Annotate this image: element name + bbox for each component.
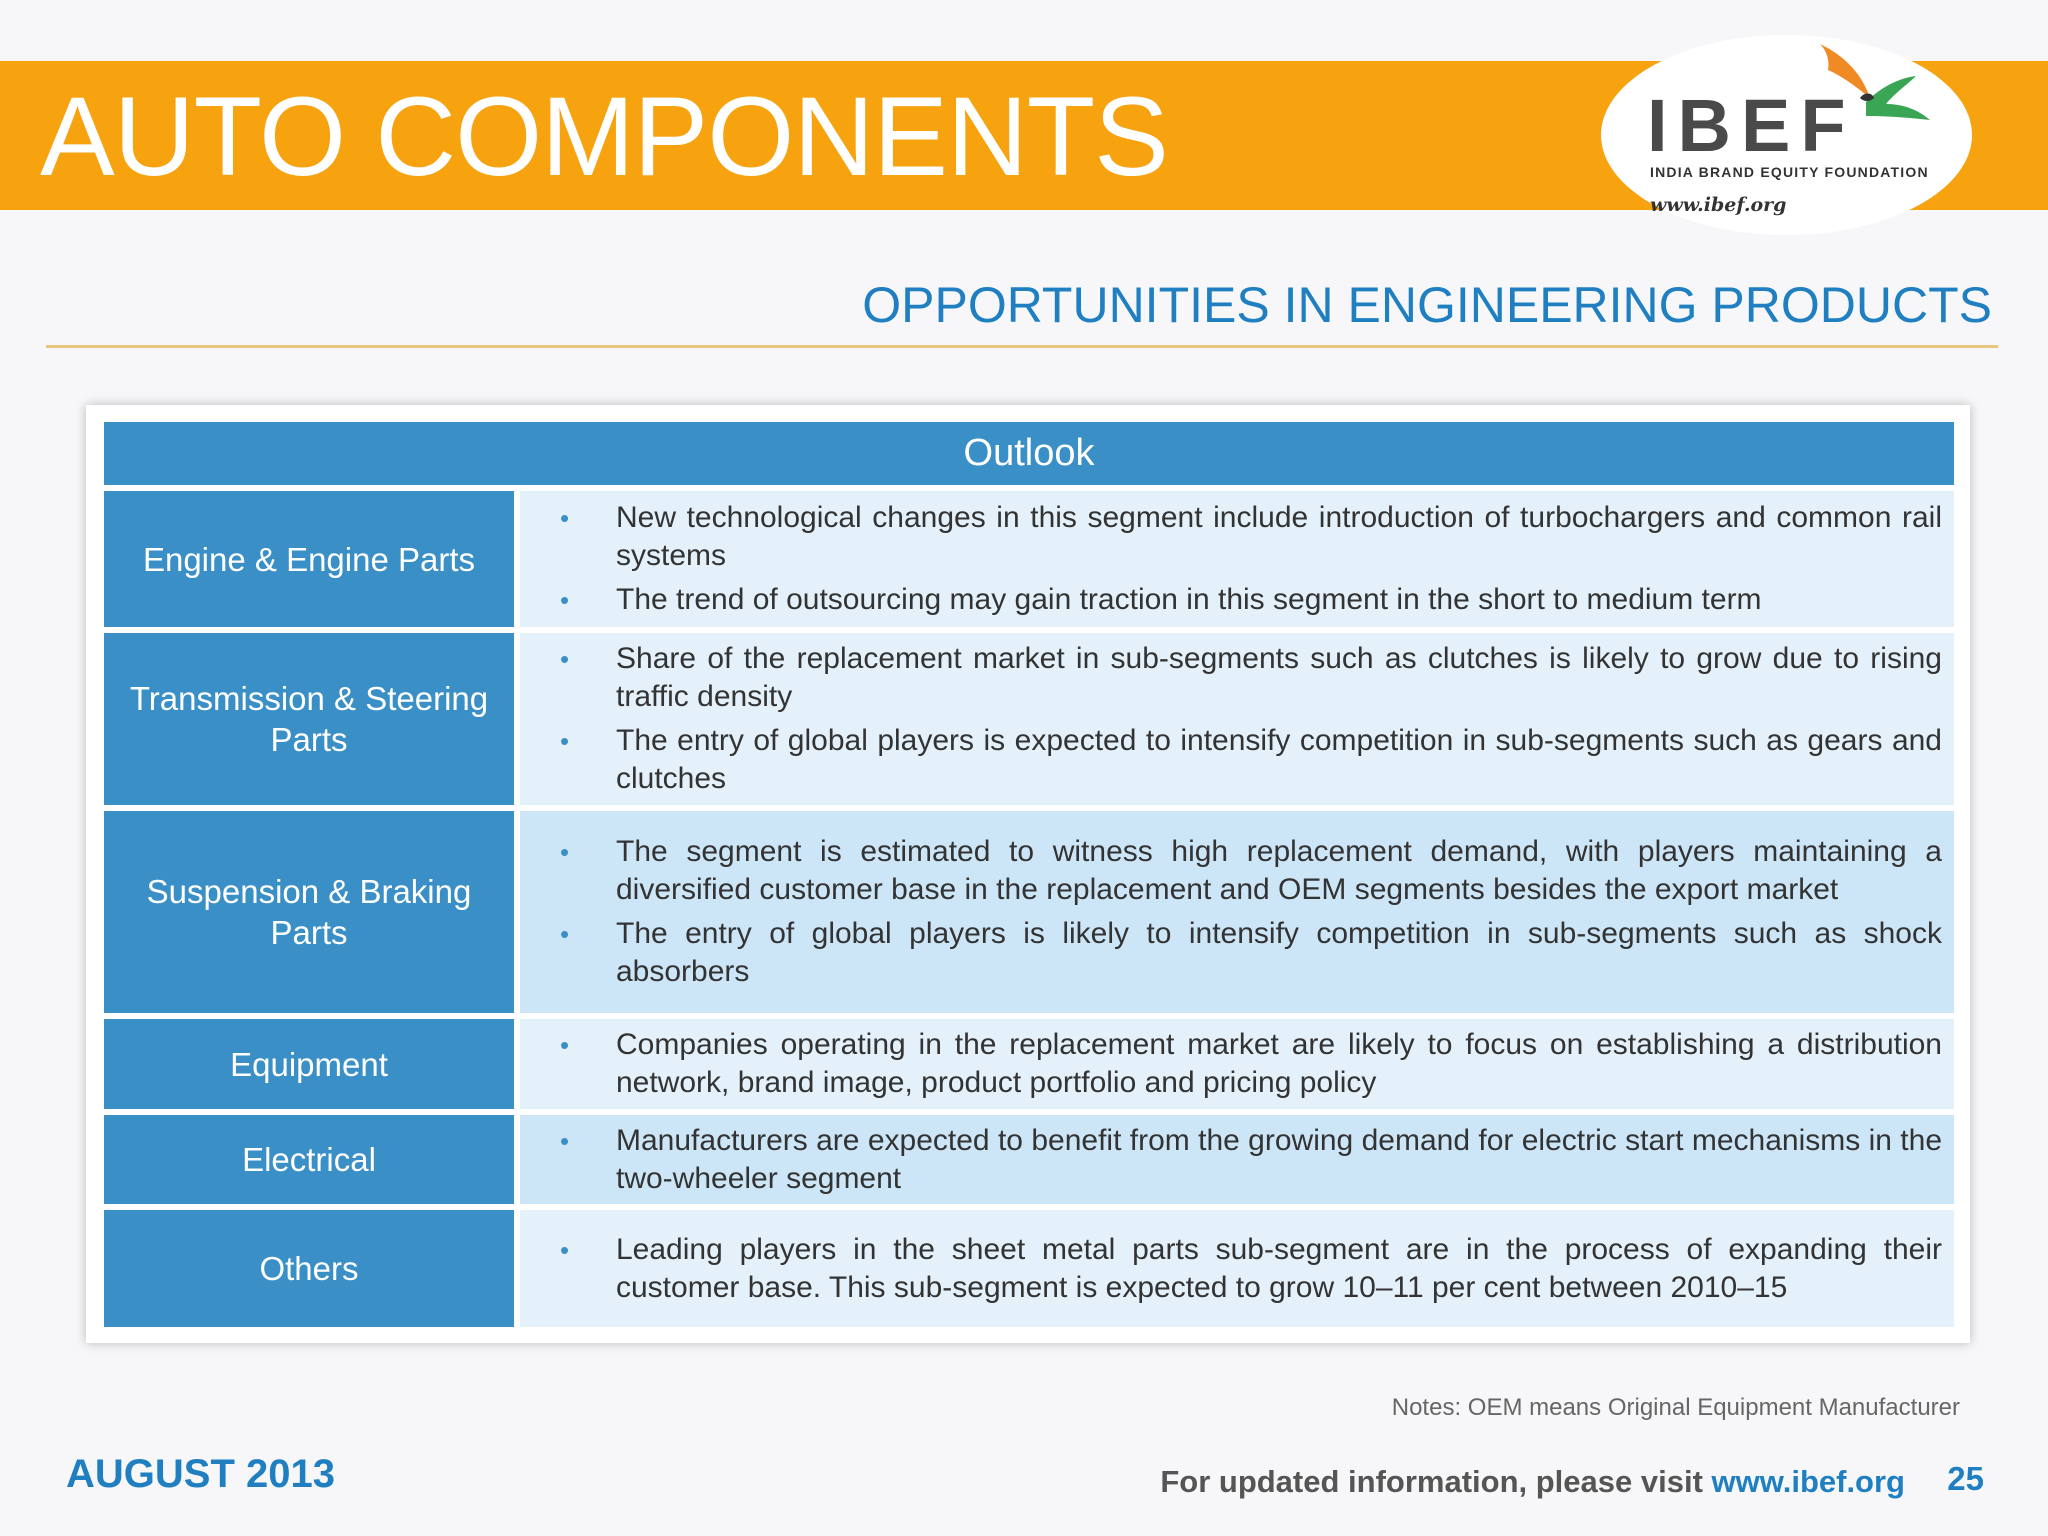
bullet-item: • The trend of outsourcing may gain traction in this segment in the short to medium term: [520, 581, 1942, 619]
logo-wordmark: IBEF: [1647, 84, 1856, 167]
notes-text: Notes: OEM means Original Equipment Manufacturer: [1391, 1394, 1960, 1421]
table-row: [104, 1115, 1954, 1204]
table-row: [104, 811, 1954, 1013]
page-number: 25: [1947, 1460, 1984, 1497]
row-label: Engine & Engine Parts: [104, 491, 514, 627]
row-content: [520, 491, 1954, 627]
footer-visit-text: [1160, 1464, 1905, 1500]
bullet-item: • Share of the replacement market in sub-segments such as clutches is likely to grow due to rising traffic density: [560, 642, 1942, 713]
row-label: Equipment: [104, 1019, 514, 1109]
table-row: [104, 491, 1954, 627]
row-label: Transmission & Steering Parts: [104, 633, 514, 805]
divider: [46, 345, 1998, 348]
bullet-item: • Manufacturers are expected to benefit from the growing demand for electric start mechanisms in the two-wheeler segment: [560, 1123, 1942, 1195]
table-row: [104, 1210, 1954, 1327]
bullet-item: • The segment is estimated to witness high replacement demand, with players maintaining a diversified customer base in the replacement and OEM segments besides the export market: [560, 835, 1942, 906]
bullet-icon: •: [560, 1125, 570, 1156]
table-row: [104, 1019, 1954, 1109]
row-content: [520, 633, 1954, 805]
bullet-icon: •: [560, 919, 570, 949]
bullet-icon: •: [560, 1234, 570, 1265]
row-label: Suspension & Braking Parts: [104, 811, 514, 1013]
bullet-icon: •: [560, 1030, 570, 1060]
section-subtitle: OPPORTUNITIES IN ENGINEERING PRODUCTS: [862, 277, 1992, 333]
bullet-icon: •: [560, 644, 570, 674]
table-header: Outlook: [104, 422, 1954, 485]
row-label: Others: [104, 1210, 514, 1327]
logo-url: www.ibef.org: [1650, 194, 1787, 216]
bullet-icon: •: [560, 837, 570, 867]
bullet-item: • The entry of global players is likely to intensify competition in sub-segments such as shock absorbers: [560, 917, 1942, 988]
page-title: AUTO COMPONENTS: [40, 74, 1168, 199]
footer-link[interactable]: www.ibef.org: [1711, 1464, 1905, 1499]
row-content: [520, 1115, 1954, 1204]
logo-tagline: INDIA BRAND EQUITY FOUNDATION: [1650, 164, 1929, 180]
bullet-item: • New technological changes in this segment include introduction of turbochargers and common rail systems: [560, 501, 1942, 572]
row-content: [520, 811, 1954, 1013]
table-row: [104, 633, 1954, 805]
bullet-item: • Leading players in the sheet metal parts sub-segment are in the process of expanding their customer base. This sub-segment is expected to grow 10–11 per cent between 2010–15: [560, 1232, 1942, 1304]
bullet-icon: •: [560, 585, 570, 615]
footer-date: AUGUST 2013: [66, 1452, 335, 1496]
row-content: [520, 1019, 1954, 1109]
bullet-item: • Companies operating in the replacement market are likely to focus on establishing a distribution network, brand image, product portfolio and pricing policy: [560, 1028, 1942, 1099]
bullet-icon: •: [560, 503, 570, 533]
bullet-item: • The entry of global players is expected to intensify competition in sub-segments such as gears and clutches: [560, 724, 1942, 795]
footer-visit-label: For updated information, please visit: [1160, 1464, 1712, 1499]
bullet-icon: •: [560, 726, 570, 756]
row-content: [520, 1210, 1954, 1327]
row-label: Electrical: [104, 1115, 514, 1204]
